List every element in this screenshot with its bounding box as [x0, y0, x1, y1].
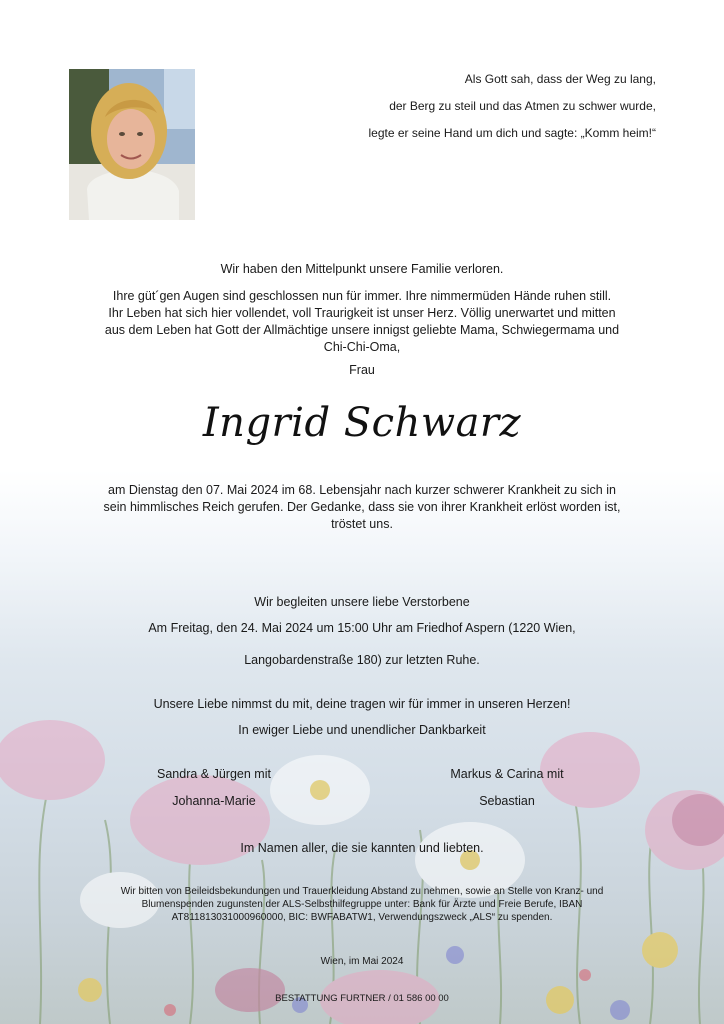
gratitude-line: In ewiger Liebe und unendlicher Dankbarkeit — [238, 723, 486, 737]
family-right-2: Sebastian — [479, 794, 535, 808]
death-notice — [0, 482, 724, 533]
family-left-1: Sandra & Jürgen mit — [157, 767, 271, 781]
donation-line: Wir bitten von Beileidsbekundungen und Trauerkleidung Abstand zu nehmen, sowie an Stelle von Kranz- und — [120, 886, 604, 897]
intro-line: Ihre güt´gen Augen sind geschlossen nun für immer. Ihre nimmermüden Hände ruhen still. — [112, 289, 612, 303]
donation-line: AT811813031000960000, BIC: BWFABATW1, Verwendungszweck „ALS“ zu spenden. — [171, 912, 553, 923]
death-line: am Dienstag den 07. Mai 2024 im 68. Lebensjahr nach kurzer schwerer Krankheit zu sich in — [108, 483, 616, 497]
intro-headline: Wir haben den Mittelpunkt unsere Familie verloren. — [220, 262, 504, 276]
funeral-place: Langobardenstraße 180) zur letzten Ruhe. — [244, 653, 480, 667]
verse — [369, 66, 656, 147]
undertaker: BESTATTUNG FURTNER / 01 586 00 00 — [275, 993, 449, 1004]
funeral-intro: Wir begleiten unsere liebe Verstorbene — [254, 595, 470, 609]
donation-line: Blumenspenden zugunsten der ALS-Selbsthilfegruppe unter: Bank für Ärzte und Freie Berufe, IBAN — [141, 899, 583, 910]
in-the-name-of-all: Im Namen aller, die sie kannten und liebten. — [240, 841, 484, 855]
death-line: sein himmlisches Reich gerufen. Der Gedanke, dass sie von ihrer Krankheit erlöst worden ist, — [103, 500, 621, 514]
family-left-2: Johanna-Marie — [172, 794, 256, 808]
death-line: tröstet uns. — [331, 517, 393, 531]
love-line: Unsere Liebe nimmst du mit, deine tragen wir für immer in unseren Herzen! — [153, 697, 571, 711]
donation-note — [0, 885, 724, 924]
place-date: Wien, im Mai 2024 — [320, 956, 404, 967]
intro-text — [0, 288, 724, 356]
intro-line: Chi-Chi-Oma, — [323, 340, 401, 354]
funeral-date: Am Freitag, den 24. Mai 2024 um 15:00 Uhr am Friedhof Aspern (1220 Wien, — [148, 621, 576, 635]
verse-line: Als Gott sah, dass der Weg zu lang, — [464, 72, 656, 86]
title-frau: Frau — [349, 363, 375, 377]
family-right-1: Markus & Carina mit — [450, 767, 564, 781]
portrait-photo — [69, 69, 195, 220]
verse-line: der Berg zu steil und das Atmen zu schwer wurde, — [389, 99, 656, 113]
verse-line: legte er seine Hand um dich und sagte: „Komm heim!“ — [368, 126, 656, 140]
intro-line: aus dem Leben hat Gott der Allmächtige unsere innigst geliebte Mama, Schwiegermama und — [104, 323, 620, 337]
deceased-name: Ingrid Schwarz — [202, 400, 522, 446]
intro-line: Ihr Leben hat sich hier vollendet, voll Traurigkeit ist unser Herz. Völlig unerwartet und mitten — [108, 306, 616, 320]
